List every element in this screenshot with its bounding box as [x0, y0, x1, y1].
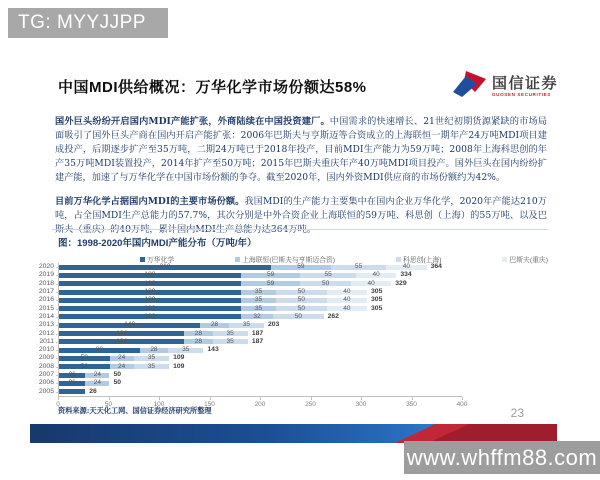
bar-segment	[271, 265, 331, 270]
segment-value: 50	[297, 296, 305, 304]
segment-value: 40	[372, 271, 380, 279]
chart-row-2017	[38, 288, 462, 296]
segment-value: 35	[254, 288, 263, 296]
segment-value: 124	[116, 329, 128, 337]
bar-segment	[241, 290, 276, 295]
year-label: 2011	[39, 337, 54, 345]
guosen-logo	[453, 70, 558, 103]
bar-segment	[59, 273, 241, 278]
x-tick-mark	[58, 397, 59, 400]
chart-plot	[38, 263, 468, 411]
segment-value: 50	[297, 304, 305, 312]
year-label: 2016	[38, 296, 54, 304]
bar-segment	[85, 381, 109, 386]
legend-label-3: 科思创(上海)	[402, 257, 442, 264]
x-tick-label: 200	[254, 400, 266, 408]
segment-value: 50	[294, 312, 302, 320]
x-tick-label: 400	[456, 400, 468, 408]
bar-segment	[59, 323, 200, 328]
year-label: 2009	[38, 354, 54, 362]
bar-segment	[276, 306, 327, 311]
telegram-watermark: TG: MYYJJPP	[8, 8, 168, 38]
chart-row-2009	[38, 354, 462, 362]
bar-segment	[273, 314, 324, 319]
segment-value: 180	[144, 271, 156, 279]
bar-segment	[85, 373, 109, 378]
chart-row-2014	[38, 312, 462, 321]
chart-row-2010	[38, 346, 462, 354]
segment-value: 24	[93, 379, 101, 387]
bar-segment	[241, 314, 273, 319]
legend-swatch-3	[396, 257, 401, 262]
segment-value: 35	[254, 296, 263, 304]
bar-segment	[229, 323, 264, 328]
bar-segment	[59, 381, 85, 386]
year-label: 2005	[38, 387, 54, 395]
bar-segment	[59, 339, 184, 344]
total-value: 334	[400, 271, 412, 279]
year-label: 2020	[38, 263, 54, 271]
segment-value: 32	[253, 312, 261, 320]
segment-value: 28	[194, 337, 202, 345]
segment-value: 59	[266, 271, 275, 279]
bar-segment	[356, 273, 396, 278]
figure-source: 资料来源:天天化工网、国信证券经济研究所整理	[58, 406, 212, 415]
total-value: 329	[395, 279, 407, 287]
bar-segment	[327, 298, 367, 303]
x-tick-label: 0	[56, 400, 60, 408]
bar-segment	[184, 339, 212, 344]
year-label: 2012	[38, 329, 54, 337]
x-tick-label: 150	[204, 400, 215, 408]
bar-segment	[213, 331, 248, 336]
x-tick-label: 300	[355, 400, 367, 408]
legend-swatch-2	[235, 257, 240, 262]
bar-segment	[59, 290, 241, 295]
year-label: 2007	[38, 371, 54, 378]
bar-segment	[300, 273, 356, 278]
legend-label-2: 上海联恒(巴斯夫与亨斯迈合资)	[242, 257, 336, 264]
year-label: 2006	[38, 379, 54, 387]
segment-value: 35	[254, 304, 263, 312]
total-value: 109	[173, 362, 185, 370]
total-value: 187	[251, 329, 264, 337]
legend-label-4: 巴斯夫(重庆)	[509, 257, 548, 264]
segment-value: 28	[194, 329, 202, 337]
segment-value: 50	[80, 354, 88, 362]
chart-row-2012	[38, 329, 462, 337]
bar-segment	[59, 298, 241, 303]
bar-segment	[59, 373, 85, 378]
segment-value: 24	[118, 354, 126, 362]
total-value: 305	[371, 304, 383, 312]
total-value: 364	[430, 263, 442, 271]
bar-segment	[59, 348, 140, 353]
segment-value: 55	[324, 271, 332, 279]
chart-row-2020	[38, 263, 462, 271]
year-label: 2015	[38, 304, 54, 312]
bar-segment	[184, 331, 212, 336]
total-value: 50	[113, 379, 122, 387]
segment-value: 210	[159, 263, 171, 271]
x-tick-mark	[260, 397, 261, 400]
paragraph-1-body: 中国需求的快速增长、21世纪初期货源紧缺的市场局面吸引了国外巨头产商在国内开启产能扩张：2006年巴斯夫与亨斯迈等合资成立的上海联恒一期年产24万吨MDI项目建成投产，后期逐步扩产至35万吨，二期24万吨已于2018年投产，目前MDI生产能力为59万吨；2008年上海科思创的年产35万吨MDI装置投产，2014年扩产至50万吨；2015年巴斯夫重庆年产40万吨MDI项目投产。国外巨头在国内纷纷扩建产能，加速了与万华化学在中国市场份额的争夺。截至2020年，国内外资MDI供应商的市场份额约为42%。	[55, 116, 547, 184]
segment-value: 180	[144, 304, 156, 312]
bar-segment	[134, 364, 169, 369]
segment-value: 26	[68, 379, 76, 387]
year-label: 2010	[38, 346, 54, 354]
total-value: 50	[113, 371, 122, 378]
x-tick-mark	[462, 397, 463, 400]
segment-value: 140	[124, 321, 136, 329]
chart-row-2011	[39, 337, 462, 346]
x-tick-mark	[159, 397, 160, 400]
guosen-logo-en: GUOSEN SECURITIES	[491, 91, 551, 97]
segment-value: 35	[182, 346, 190, 354]
paragraph-2-lead: 目前万华化学占据国内MDI的主要市场份额。	[55, 196, 245, 208]
segment-value: 80	[95, 346, 104, 354]
total-value: 305	[371, 288, 383, 296]
chart-row-2016	[38, 296, 462, 304]
total-value: 26	[89, 387, 97, 395]
bar-segment	[110, 364, 134, 369]
x-tick-mark	[210, 397, 211, 400]
chart-row-2005	[38, 387, 462, 395]
bar-segment	[110, 356, 134, 361]
bar-segment	[59, 364, 110, 369]
legend-label-1: 万华化学	[147, 257, 175, 264]
year-label: 2019	[38, 271, 54, 279]
chart-row-2006	[38, 379, 462, 387]
bar-segment	[327, 306, 367, 311]
segment-value: 59	[297, 263, 305, 271]
year-label: 2018	[38, 279, 54, 287]
segment-value: 35	[226, 329, 234, 337]
x-tick-mark	[311, 397, 312, 400]
segment-value: 35	[226, 337, 234, 345]
segment-value: 55	[354, 263, 363, 271]
x-tick-mark	[109, 397, 110, 400]
total-value: 187	[251, 337, 264, 345]
guosen-logo-icon	[453, 70, 487, 103]
total-value: 262	[327, 312, 339, 320]
bar-segment	[59, 281, 241, 286]
bar-segment	[276, 290, 327, 295]
segment-value: 24	[118, 362, 126, 370]
segment-value: 40	[343, 296, 351, 304]
segment-value: 50	[297, 288, 305, 296]
segment-value: 180	[144, 296, 156, 304]
bar-segment	[331, 265, 387, 270]
bar-segment	[213, 339, 248, 344]
segment-value: 40	[402, 263, 411, 271]
total-value: 143	[207, 346, 219, 354]
figure-mdi-capacity	[38, 229, 548, 423]
segment-value: 40	[343, 304, 351, 312]
guosen-logo-text	[492, 76, 558, 98]
x-tick-label: 350	[406, 400, 417, 408]
x-tick-mark	[412, 397, 413, 400]
chart-row-2015	[38, 304, 462, 312]
segment-value: 180	[144, 288, 156, 296]
bar-segment	[134, 356, 169, 361]
total-value: 305	[371, 296, 383, 304]
bar-segment	[241, 306, 276, 311]
paragraph-1-lead: 国外巨头纷纷开启国内MDI产能扩张，外商陆续在中国投资建厂。	[55, 116, 330, 128]
segment-value: 28	[150, 346, 158, 354]
guosen-logo-cn: 国信证券	[491, 74, 558, 92]
bar-segment	[168, 348, 203, 353]
chart-rows	[38, 263, 462, 396]
bar-segment	[59, 389, 85, 394]
site-watermark: www.whffm88.com	[404, 441, 600, 474]
bar-segment	[300, 281, 351, 286]
segment-value: 24	[93, 371, 101, 378]
bar-segment	[241, 281, 301, 286]
segment-value: 124	[116, 337, 128, 345]
paragraph-foreign-expansion	[55, 115, 547, 185]
year-label: 2014	[38, 312, 54, 320]
chart-row-2008	[38, 362, 462, 371]
legend-swatch-4	[502, 257, 507, 262]
segment-value: 50	[322, 279, 330, 287]
segment-value: 40	[343, 288, 351, 296]
segment-value: 50	[80, 362, 88, 370]
segment-value: 26	[68, 371, 76, 378]
page-title: 中国MDI供给概况：万华化学市场份额达58%	[58, 79, 367, 96]
year-label: 2013	[38, 321, 54, 329]
segment-value: 40	[367, 279, 375, 287]
segment-value: 35	[147, 362, 156, 370]
bar-segment	[386, 265, 426, 270]
total-value: 109	[173, 354, 185, 362]
bar-segment	[59, 314, 241, 319]
bar-segment	[59, 265, 271, 270]
x-tick-label: 50	[104, 400, 113, 408]
bar-segment	[276, 298, 327, 303]
bar-segment	[241, 273, 301, 278]
x-tick-mark	[361, 397, 362, 400]
chart-row-2007	[38, 371, 462, 379]
paragraph-2-body: 我国MDI的生产能力主要集中在国内企业万华化学，2020年产能达210万吨，占全国MDI生产总能力的57.7%，其次分别是中外合资企业上海联恒的59万吨、科思创（上海）的55万吨、以及巴斯夫（重庆）的40万吨，累计国内MDI生产总能力达364万吨。	[55, 196, 547, 236]
year-label: 2008	[38, 362, 54, 370]
chart-row-2018	[38, 279, 462, 288]
year-label: 2017	[38, 288, 54, 296]
x-tick-label: 100	[153, 400, 165, 408]
segment-value: 59	[266, 279, 275, 287]
bar-segment	[59, 306, 241, 311]
bar-segment	[200, 323, 228, 328]
figure-title: 图：1998-2020年国内MDI产能分布（万吨/年）	[58, 238, 257, 249]
segment-value: 28	[210, 321, 219, 329]
x-tick-label: 250	[305, 400, 316, 408]
chart-row-2019	[38, 271, 462, 279]
segment-value: 35	[242, 321, 250, 329]
total-value: 203	[268, 321, 280, 329]
bar-segment	[241, 298, 276, 303]
bar-segment	[140, 348, 168, 353]
segment-value: 35	[147, 354, 156, 362]
legend-item-4	[502, 254, 548, 264]
bar-segment	[327, 290, 367, 295]
chart-row-2013	[38, 321, 462, 329]
legend-swatch-1	[140, 257, 145, 262]
segment-value: 180	[144, 279, 156, 287]
bar-segment	[59, 331, 184, 336]
segment-value: 180	[144, 312, 156, 320]
bar-segment	[59, 356, 110, 361]
bar-segment	[351, 281, 391, 286]
page-number: 23	[510, 406, 524, 420]
